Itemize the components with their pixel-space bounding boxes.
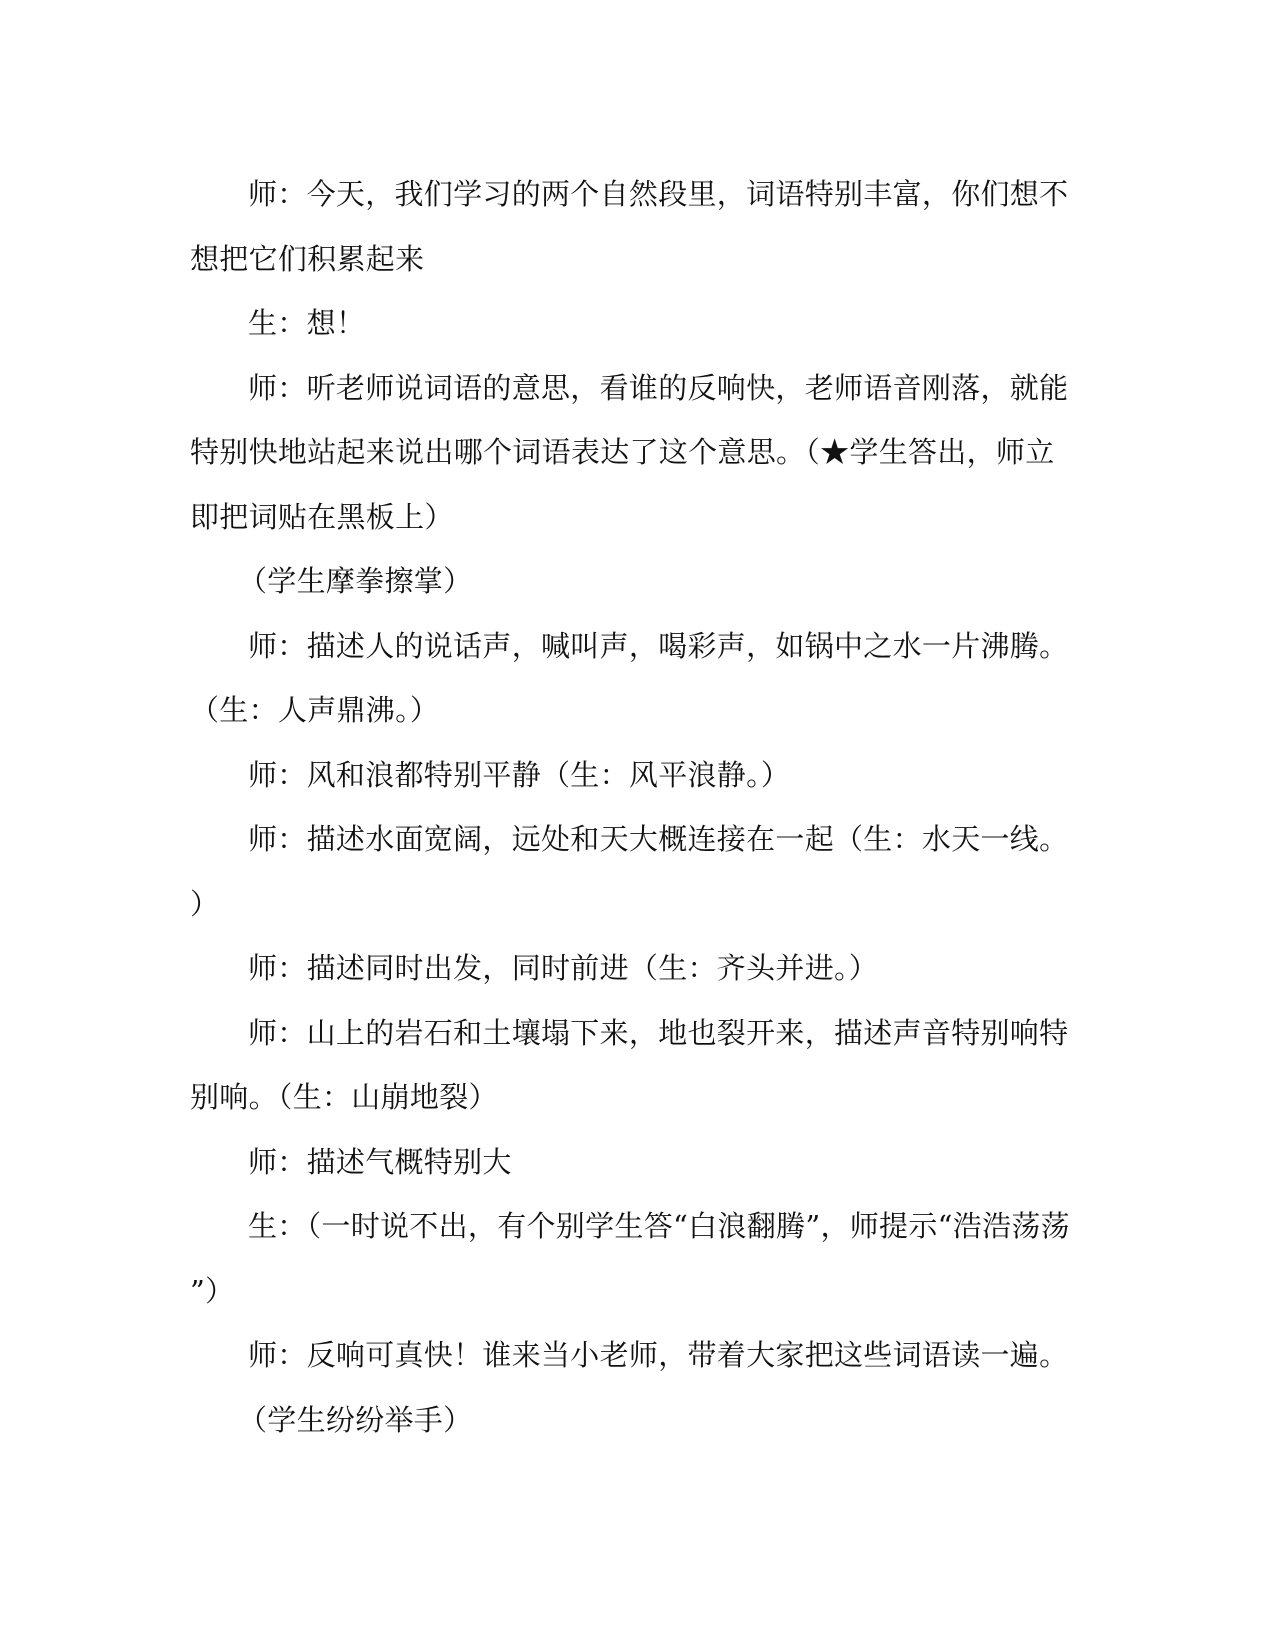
line: ） <box>190 886 220 921</box>
line: 师：反响可真快！谁来当小老师，带着大家把这些词语读一遍。 <box>248 1338 1069 1372</box>
line: 师：描述水面宽阔，远处和天大概连接在一起（生：水天一线。 <box>248 822 1069 856</box>
line: 师：描述同时出发，同时前进（生：齐头并进。） <box>248 951 879 985</box>
line: 师：描述气概特别大 <box>248 1144 512 1179</box>
line: 想把它们积累起来 <box>190 241 425 276</box>
paragraph-stage-note <box>190 549 1070 614</box>
paragraph-teacher-question-4 <box>190 936 1070 1001</box>
paragraph-teacher-intro <box>190 162 1070 291</box>
paragraph-teacher-instructions <box>190 356 1070 550</box>
paragraph-student-reply <box>190 291 1070 356</box>
line: 师：描述人的说话声，喊叫声，喝彩声，如锅中之水一片沸腾。 <box>248 628 1069 663</box>
line: 即把词贴在黑板上） <box>190 499 454 534</box>
line: （生：人声鼎沸。） <box>190 693 440 727</box>
line: （学生纷纷举手） <box>238 1402 473 1437</box>
line: 生：想！ <box>248 306 366 340</box>
line: 别响。（生：山崩地裂） <box>190 1080 498 1114</box>
paragraph-student-answer <box>190 1194 1070 1323</box>
line: ”） <box>190 1273 235 1308</box>
paragraph-teacher-question-2 <box>190 743 1070 808</box>
paragraph-teacher-question-5 <box>190 1001 1070 1130</box>
paragraph-teacher-question-1 <box>190 614 1070 743</box>
paragraph-teacher-praise <box>190 1323 1070 1388</box>
line: 师：听老师说词语的意思，看谁的反响快，老师语音刚落，就能 <box>248 370 1069 405</box>
paragraph-stage-note-2 <box>190 1388 1070 1453</box>
line: 特别快地站起来说出哪个词语表达了这个意思。（★学生答出，师立 <box>190 435 1055 469</box>
paragraph-teacher-question-6 <box>190 1130 1070 1195</box>
line: （学生摩拳擦掌） <box>238 564 473 598</box>
document-body <box>190 162 1070 1452</box>
line: 师：风和浪都特别平静（生：风平浪静。） <box>248 757 791 792</box>
line: 生：（一时说不出，有个别学生答“白浪翻腾”，师提示“浩浩荡荡 <box>248 1209 1070 1243</box>
paragraph-teacher-question-3 <box>190 807 1070 936</box>
line: 师：今天，我们学习的两个自然段里，词语特别丰富，你们想不 <box>248 177 1069 211</box>
line: 师：山上的岩石和土壤塌下来，地也裂开来，描述声音特别响特 <box>248 1015 1069 1050</box>
